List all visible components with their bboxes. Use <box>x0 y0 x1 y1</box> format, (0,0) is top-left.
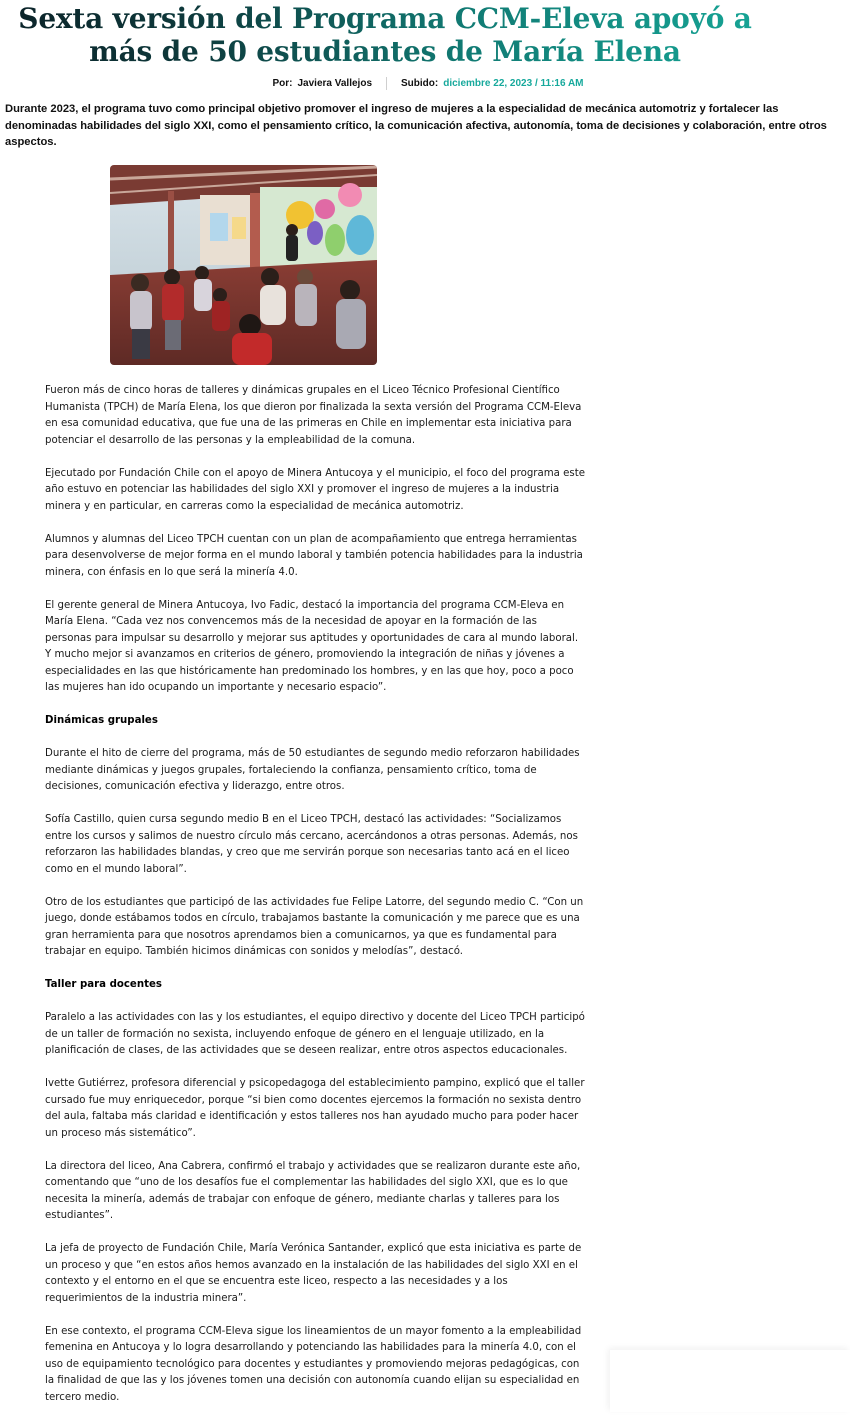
paragraph: La jefa de proyecto de Fundación Chile, María Verónica Santander, explicó que esta iniciativa es parte de un proceso y que “en estos años hemos avanzado en la instalación de las habilidades del siglo XXI en el contexto y el entorno en el que se encuentra este liceo, respecto a las necesidades y a los requerimientos de la industria minera”. <box>45 1243 582 1304</box>
paragraph: Ejecutado por Fundación Chile con el apoyo de Minera Antucoya y el municipio, el foco del programa este año estuvo en potenciar las habilidades del siglo XXI y promover el ingreso de mujeres a la industria minera y en particular, en carreras como la especialidad de mecánica automotriz. <box>45 467 585 512</box>
article-lead: Durante 2023, el programa tuvo como principal objetivo promover el ingreso de mujeres a la especialidad de mecánica automotriz y fortalecer las denominadas habilidades del siglo XXI, como el pensamiento crítico, la comunicación afectiva, autonomía, toma de decisiones y colaboración, entre otros aspectos. <box>5 103 827 148</box>
article-photo <box>110 165 377 365</box>
paragraph: Durante el hito de cierre del programa, más de 50 estudiantes de segundo medio reforzaron habilidades mediante dinámicas y juegos grupales, fortaleciendo la confianza, pensamiento crítico, toma de decisiones, comunicación efectiva y liderazgo, entre otros. <box>45 748 580 792</box>
paragraph: Sofía Castillo, quien cursa segundo medio B en el Liceo TPCH, destacó las actividades: “Socializamos entre los cursos y salimos de nuestro círculo más cercano, acercándonos a otras personas. Además, nos reforzaron las habilidades blandas, y creo que me servirán porque son necesarias tanto acá en el liceo como en el mundo laboral”. <box>45 814 578 875</box>
paragraph: Paralelo a las actividades con las y los estudiantes, el equipo directivo y docente del Liceo TPCH participó de un taller de formación no sexista, incluyendo enfoque de género en el lenguaje utilizado, en la planificación de clases, de las actividades que se deseen realizar, entre otros aspectos educacionales. <box>45 1012 585 1056</box>
paragraph: Ivette Gutiérrez, profesora diferencial y psicopedagoga del establecimiento pampino, explicó que el taller cursado fue muy enriquecedor, porque “si bien como docentes ejercemos la formación no sexista dentro del aula, faltaba más claridad e identificación y estos talleres nos han ayudado mucho para poder hacer un proceso más sistemático”. <box>45 1078 585 1139</box>
paragraph: En ese contexto, el programa CCM-Eleva sigue los lineamientos de un mayor fomento a la empleabilidad femenina en Antucoya y lo logra desarrollando y potenciando las habilidades para la minería 4.0, con el uso de equipamiento tecnológico para docentes y estudiantes y promoviendo mejoras pedagógicas, con la finalidad de que las y los jóvenes tomen una decisión con autonomía cuando elijan su especialidad en tercero medio. <box>45 1325 582 1403</box>
corner-widget-placeholder <box>610 1350 850 1412</box>
students-workshop-photo <box>110 165 377 365</box>
article-title: Sexta versión del Programa CCM-Eleva apoyó a más de 50 estudiantes de María Elena <box>0 2 770 68</box>
paragraph: Otro de los estudiantes que participó de las actividades fue Felipe Latorre, del segundo medio C. “Con un juego, donde estábamos todos en círculo, trabajamos bastante la comunicación y me parece que es una gran herramienta para que nosotros aprendamos bien a comunicarnos, ya que es fundamental para trabajar en equipo. También hicimos dinámicas con sonidos y melodías”, destacó. <box>45 896 584 957</box>
section-heading-taller: Taller para docentes <box>45 979 162 990</box>
article-body <box>45 383 585 1423</box>
by-label: Por: <box>272 78 293 89</box>
paragraph: Alumnos y alumnas del Liceo TPCH cuentan con un plan de acompañamiento que entrega herramientas para desenvolverse de mejor forma en el mundo laboral y también potencia habilidades para la industria minera, con énfasis en lo que será la minería 4.0. <box>45 533 583 578</box>
publish-date: diciembre 22, 2023 / 11:16 AM <box>443 78 584 89</box>
section-heading-dinamicas: Dinámicas grupales <box>45 715 158 726</box>
byline-divider <box>386 77 387 90</box>
uploaded-label: Subido: <box>401 78 439 89</box>
article-byline <box>0 77 850 90</box>
paragraph: El gerente general de Minera Antucoya, Ivo Fadic, destacó la importancia del programa CCM-Eleva en María Elena. “Cada vez nos convencemos más de la necesidad de apoyar en la formación de las personas para impulsar su desarrollo y mejorar sus aptitudes y oportunidades de cara al mundo laboral. Y mucho mejor si avanzamos en criterios de género, promoviendo la integración de niñas y jóvenes a especialidades en las que históricamente han predominado los hombres, y en las que hoy, poco a poco las mujeres han ido ocupando un importante y necesario espacio”. <box>45 599 579 693</box>
paragraph: La directora del liceo, Ana Cabrera, confirmó el trabajo y actividades que se realizaron durante este año, comentando que “uno de los desafíos fue el complementar las habilidades del siglo XXI, que es lo que necesita la minería, además de trabajar con enfoque de género, mediante charlas y talleres para los estudiantes”. <box>45 1160 581 1221</box>
paragraph: Fueron más de cinco horas de talleres y dinámicas grupales en el Liceo Técnico Profesional Científico Humanista (TPCH) de María Elena, los que dieron por finalizada la sexta versión del Programa CCM-Eleva en esa comunidad educativa, que fue una de las primeras en Chile en implementar esta iniciativa para potenciar el desarrollo de las personas y la empleabilidad de la comuna. <box>45 385 582 446</box>
author-name[interactable]: Javiera Vallejos <box>297 78 373 89</box>
